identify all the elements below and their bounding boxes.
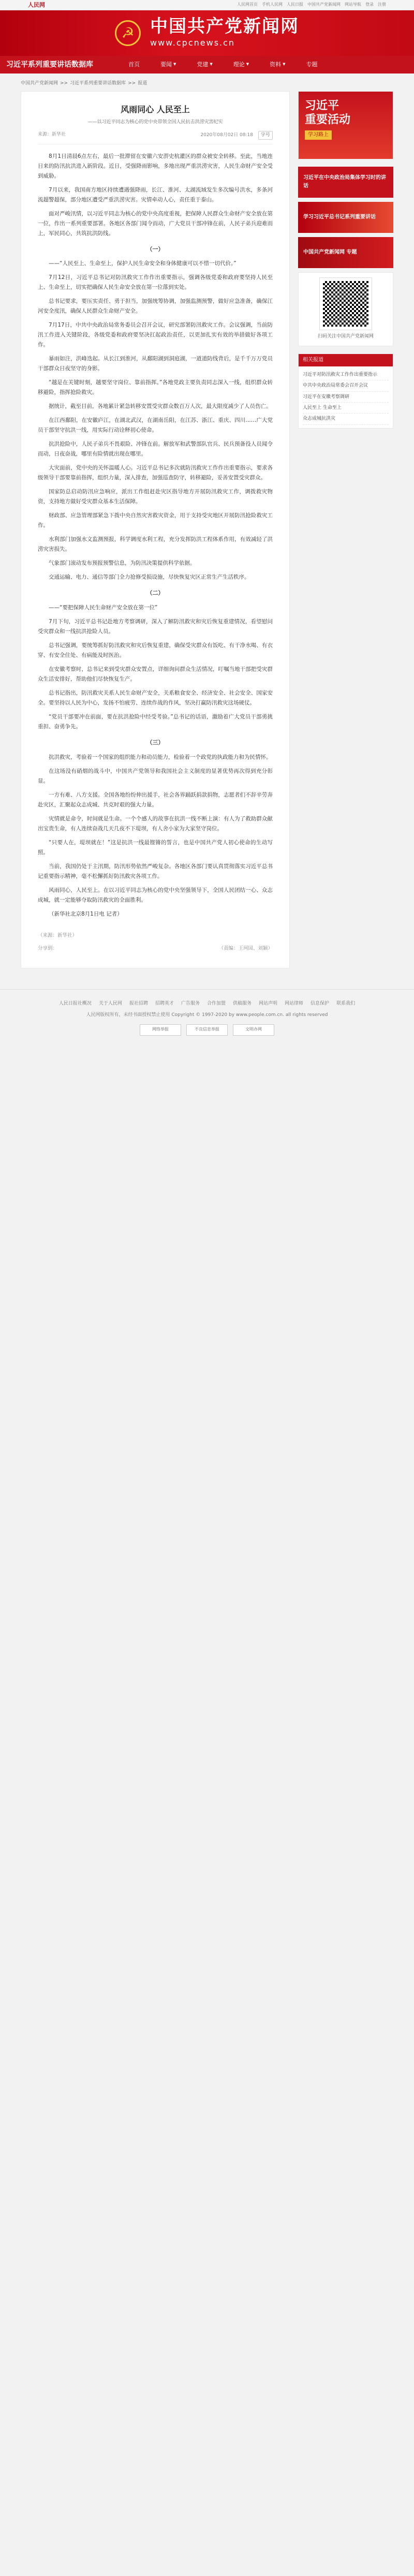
nav-item-label: 专题 <box>306 61 318 68</box>
paragraph: 8月1日清晨6点左右，最后一批滞留在安徽六安淠史杭灌区的群众被安全转移。至此，当地连日来的防汛抗洪进入新阶段。近日，受强降雨影响，多地出现严重洪涝灾害，人民生命财产安全受到威胁。 <box>38 153 273 179</box>
paragraph: 7月17日，中共中央政治局常务委员会召开会议，研究部署防汛救灾工作。会议强调，当前防汛工作进入关键阶段，各级党委和政府要坚决扛起政治责任，以更加扎实有效的举措做好各项工作。 <box>38 322 273 348</box>
paragraph: 在安徽考察时，总书记来到受灾群众安置点，详细询问群众生活情况，叮嘱当地干部把受灾群众生活安排好，帮助他们尽快恢复生产。 <box>38 666 273 682</box>
list-item[interactable]: 中共中央政治局常委会召开会议 <box>303 380 389 391</box>
feature-banner[interactable] <box>298 91 393 159</box>
topbar-link[interactable]: 人民日报 <box>287 2 303 7</box>
people-logo[interactable]: 人民网 <box>28 1 45 8</box>
paragraph: 7月12日，习近平总书记对防汛救灾工作作出重要指示，强调各级党委和政府要坚持人民至上、生命至上，切实把确保人民生命安全放在第一位落到实处。 <box>38 274 273 291</box>
topbar-link[interactable]: 注册 <box>378 2 386 7</box>
paragraph: 气象部门滚动发布预报预警信息，为防汛决策提供科学依据。 <box>49 560 196 567</box>
chevron-down-icon: ▼ <box>246 62 249 67</box>
paragraph: “只要人在，堤坝就在！”这是抗洪一线最铿锵的誓言，也是中国共产党人初心使命的生动写照。 <box>38 839 273 856</box>
chevron-down-icon: ▼ <box>173 62 176 67</box>
nav-item-theory[interactable] <box>223 60 259 69</box>
paragraph: 面对严峻汛情，以习近平同志为核心的党中央高度重视，把保障人民群众生命财产安全放在第一位，作出一系列重要部署。各地区各部门闻令而动，广大党员干部冲锋在前，人民子弟兵迎难而上，军民同心，共筑抗洪防线。 <box>38 210 273 237</box>
qr-block <box>298 272 393 346</box>
chevron-down-icon: ▼ <box>210 62 213 67</box>
reporter-line: （新华社北京8月1日电 记者） <box>49 910 123 917</box>
quote: ——“要把保障人民生命财产安全放在第一位” <box>49 604 158 611</box>
report-badge[interactable]: 不良信息举报 <box>186 1024 228 1036</box>
main-nav <box>0 56 414 73</box>
paragraph: “越是在关键时刻，越要坚守岗位、靠前指挥。”各地党政主要负责同志深入一线，组织群众转移避险，指挥抢险救灾。 <box>38 379 273 396</box>
footer-link[interactable]: 报社招聘 <box>129 1000 148 1006</box>
sidebar-card[interactable]: 中国共产党新闻网 专题 <box>298 237 393 268</box>
breadcrumb-separator: >> <box>60 81 68 86</box>
topbar-link[interactable]: 人民网首页 <box>237 2 258 7</box>
footer-link[interactable]: 招聘英才 <box>155 1000 174 1006</box>
footer-link[interactable]: 人民日报社概况 <box>58 1000 92 1006</box>
breadcrumb-item[interactable]: 报道 <box>138 81 147 86</box>
article-meta <box>38 131 273 144</box>
article-footer <box>38 932 273 952</box>
list-item[interactable]: 习近平对防汛救灾工作作出重要指示 <box>303 370 389 380</box>
footer-link[interactable]: 关于人民网 <box>98 1000 122 1006</box>
footer-link[interactable]: 网站声明 <box>259 1000 278 1006</box>
report-badge[interactable]: 文明办网 <box>233 1024 274 1036</box>
nav-item-label: 资料 <box>270 61 282 68</box>
nav-item-label: 要闻 <box>160 61 172 68</box>
paragraph: 当前，我国仍处于主汛期，防汛形势依然严峻复杂。各地区各部门要认真贯彻落实习近平总书记重要指示精神，毫不松懈抓好防汛救灾各项工作。 <box>38 863 273 879</box>
share-label[interactable]: 分享到： <box>38 945 58 951</box>
nav-item-news[interactable] <box>150 60 186 69</box>
paragraph: 水利部门加强水文监测预报，科学调度水利工程，充分发挥防洪工程体系作用，有效减轻了洪涝灾害损失。 <box>38 536 273 553</box>
list-item[interactable]: 众志成城抗洪灾 <box>303 414 389 424</box>
topbar-links <box>237 2 386 8</box>
section-heading: （三） <box>146 739 164 746</box>
topbar-link[interactable]: 网站导航 <box>345 2 361 7</box>
article-source: 来源：新华社 <box>38 132 66 138</box>
related-title: 相关报道 <box>299 354 393 366</box>
qr-code-icon <box>320 278 372 330</box>
paragraph: 据统计，截至目前，各地累计紧急转移安置受灾群众数百万人次，最大限度减少了人员伤亡。 <box>49 403 272 410</box>
site-footer <box>0 989 414 1048</box>
footer-link[interactable]: 广告服务 <box>181 1000 200 1006</box>
nav-item-topics[interactable] <box>296 60 328 69</box>
paragraph: 抗洪抢险中，人民子弟兵不畏艰险、冲锋在前。解放军和武警部队官兵、民兵预备役人员闻令而动，日夜奋战，哪里有险情就出现在哪里。 <box>38 441 273 458</box>
article-subtitle: ——以习近平同志为核心的党中央带领全国人民抗击洪涝灾害纪实 <box>87 119 223 125</box>
topbar-link[interactable]: 手机人民网 <box>262 2 283 7</box>
feature-subtitle: 学习路上 <box>305 130 332 140</box>
footer-link[interactable]: 联系我们 <box>336 1000 356 1006</box>
paragraph: 7月下旬，习近平总书记赴地方考察调研，深入了解防汛救灾和灾后恢复重建情况，看望慰问受灾群众和一线抗洪抢险人员。 <box>38 618 273 635</box>
section-heading: （一） <box>146 245 164 253</box>
footer-link[interactable]: 信息保护 <box>310 1000 330 1006</box>
paragraph: 在江西鄱阳，在安徽庐江，在湖北武汉，在湖南岳阳，在江苏、浙江、重庆、四川……广大党员干部坚守抗洪一线，用实际行动诠释初心使命。 <box>38 417 273 434</box>
list-item[interactable]: 人民至上 生命至上 <box>303 403 389 414</box>
nav-item-label: 党建 <box>197 61 209 68</box>
font-size-button[interactable]: 字号 <box>258 131 273 139</box>
paragraph: “党员干部要冲在前面，要在抗洪抢险中经受考验。”总书记的话语，激励着广大党员干部勇挑重担、奋勇争先。 <box>38 713 273 730</box>
footer-link[interactable]: 合作加盟 <box>206 1000 226 1006</box>
nav-item-home[interactable] <box>118 60 150 69</box>
site-url: www.cpcnews.cn <box>150 37 235 48</box>
breadcrumb-item[interactable]: 中国共产党新闻网 <box>21 81 58 86</box>
breadcrumb <box>21 80 393 87</box>
paragraph: 总书记要求，要压实责任、勇于担当，加强统筹协调，加强监测预警，做好应急准备，确保江河安全度汛，确保人民群众生命财产安全。 <box>38 298 273 315</box>
feature-title: 习近平 <box>305 99 339 113</box>
nav-item-party[interactable] <box>186 60 223 69</box>
paragraph: 国家防总启动防汛应急响应，派出工作组赶赴灾区指导地方开展防汛救灾工作，调拨救灾物资，支持地方做好受灾群众基本生活保障。 <box>38 489 273 505</box>
topbar-link[interactable]: 登录 <box>365 2 374 7</box>
copyright: 人民网版权所有，未经书面授权禁止使用 Copyright © 1997-2020 by www.people.com.cn. all rights reserved <box>86 1012 328 1018</box>
section-heading: （二） <box>146 590 164 597</box>
related-list <box>298 354 393 429</box>
article-date: 2020年08月02日 08:18 <box>200 133 253 138</box>
paragraph: 抗洪救灾，考验着一个国家的组织能力和动员能力，检验着一个政党的执政能力和为民情怀。 <box>49 754 272 760</box>
topbar-link[interactable]: 中国共产党新闻网 <box>307 2 341 7</box>
sidebar-card[interactable]: 学习习近平总书记系列重要讲话 <box>298 202 393 233</box>
paragraph: 一方有难、八方支援。全国各地纷纷伸出援手，社会各界踊跃捐款捐物，志愿者们不辞辛劳奔赴灾区，汇聚起众志成城、共克时艰的强大力量。 <box>38 791 273 808</box>
nav-item-data[interactable] <box>259 60 295 69</box>
database-title[interactable]: 习近平系列重要讲话数据库 <box>6 60 93 69</box>
party-emblem-icon: ☭ <box>115 20 141 46</box>
paragraph: 总书记指出，防汛救灾关系人民生命财产安全，关系粮食安全、经济安全、社会安全、国家安全。要坚持以人民为中心，发扬不怕疲劳、连续作战的作风，坚决打赢防汛救灾这场硬仗。 <box>38 689 273 706</box>
nav-item-label: 首页 <box>128 61 140 68</box>
paragraph: 风雨同心，人民至上。在以习近平同志为核心的党中央坚强领导下，全国人民团结一心、众志成城，就一定能够夺取防汛救灾的全面胜利。 <box>38 887 273 903</box>
sidebar <box>298 91 393 435</box>
footer-link[interactable]: 网站律师 <box>285 1000 304 1006</box>
paragraph: 交通运输、电力、通信等部门全力抢修受损设施，尽快恢复灾区正常生产生活秩序。 <box>49 574 250 581</box>
site-title[interactable]: 中国共产党新闻网 <box>150 16 299 37</box>
footer-links <box>0 1000 414 1007</box>
paragraph: 灾情就是命令，时间就是生命。一个个感人的故事在抗洪一线不断上演：有人为了救助群众献出宝贵生命，有人连续奋战几天几夜不下堤坝，有人舍小家为大家坚守岗位。 <box>38 815 273 832</box>
breadcrumb-separator: >> <box>128 81 136 86</box>
footer-badges <box>0 1024 414 1036</box>
paragraph: 财政部、应急管理部紧急下拨中央自然灾害救灾资金，用于支持受灾地区开展防汛抢险救灾工作。 <box>38 512 273 529</box>
paragraph: 大灾面前，党中央的关怀温暖人心。习近平总书记多次就防汛救灾工作作出重要指示，要求各级领导干部要靠前指挥，组织力量，深入排查，加强巡查防守，转移避险，妥善安置受灾群众。 <box>38 465 273 481</box>
footer-link[interactable]: 供稿服务 <box>233 1000 252 1006</box>
breadcrumb-item[interactable]: 习近平系列重要讲话数据库 <box>70 81 126 86</box>
footer-source: （来源：新华社） <box>38 932 78 938</box>
list-item[interactable]: 习近平在安徽考察调研 <box>303 392 389 403</box>
paragraph: 总书记强调，要统筹抓好防汛救灾和灾后恢复重建，确保受灾群众有饭吃、有干净水喝、有衣穿、有安全住处、有病能及时医治。 <box>38 642 273 658</box>
quote: ——“人民至上、生命至上，保护人民生命安全和身体健康可以不惜一切代价。” <box>49 260 236 267</box>
nav-item-label: 理论 <box>233 61 245 68</box>
chevron-down-icon: ▼ <box>283 62 286 67</box>
qr-label: 扫码关注中国共产党新闻网 <box>317 334 374 340</box>
paragraph: 在这场没有硝烟的战斗中，中国共产党领导和我国社会主义制度的显著优势再次得到充分彰显。 <box>38 768 273 784</box>
topbar <box>0 0 414 10</box>
paragraph: 7月以来，我国南方地区持续遭遇强降雨，长江、淮河、太湖流域发生多次编号洪水，多条河流超警超保，部分地区遭受严重洪涝灾害。灾情牵动人心，责任重于泰山。 <box>38 186 273 203</box>
sidebar-card[interactable]: 习近平在中央政治局集体学习时的讲话 <box>298 167 393 198</box>
site-banner <box>0 10 414 56</box>
editor-credit: （责编：王珂园、刘颖） <box>218 945 273 951</box>
article <box>21 91 290 968</box>
article-title: 风雨同心 人民至上 <box>121 105 190 115</box>
paragraph: 暴雨如注，洪峰迭起。从长江到淮河，从鄱阳湖到洞庭湖，一道道防线背后，是千千万万党员干部群众日夜坚守的身影。 <box>38 356 273 372</box>
feature-title-2: 重要活动 <box>305 112 351 126</box>
report-badge[interactable]: 网络举报 <box>140 1024 181 1036</box>
